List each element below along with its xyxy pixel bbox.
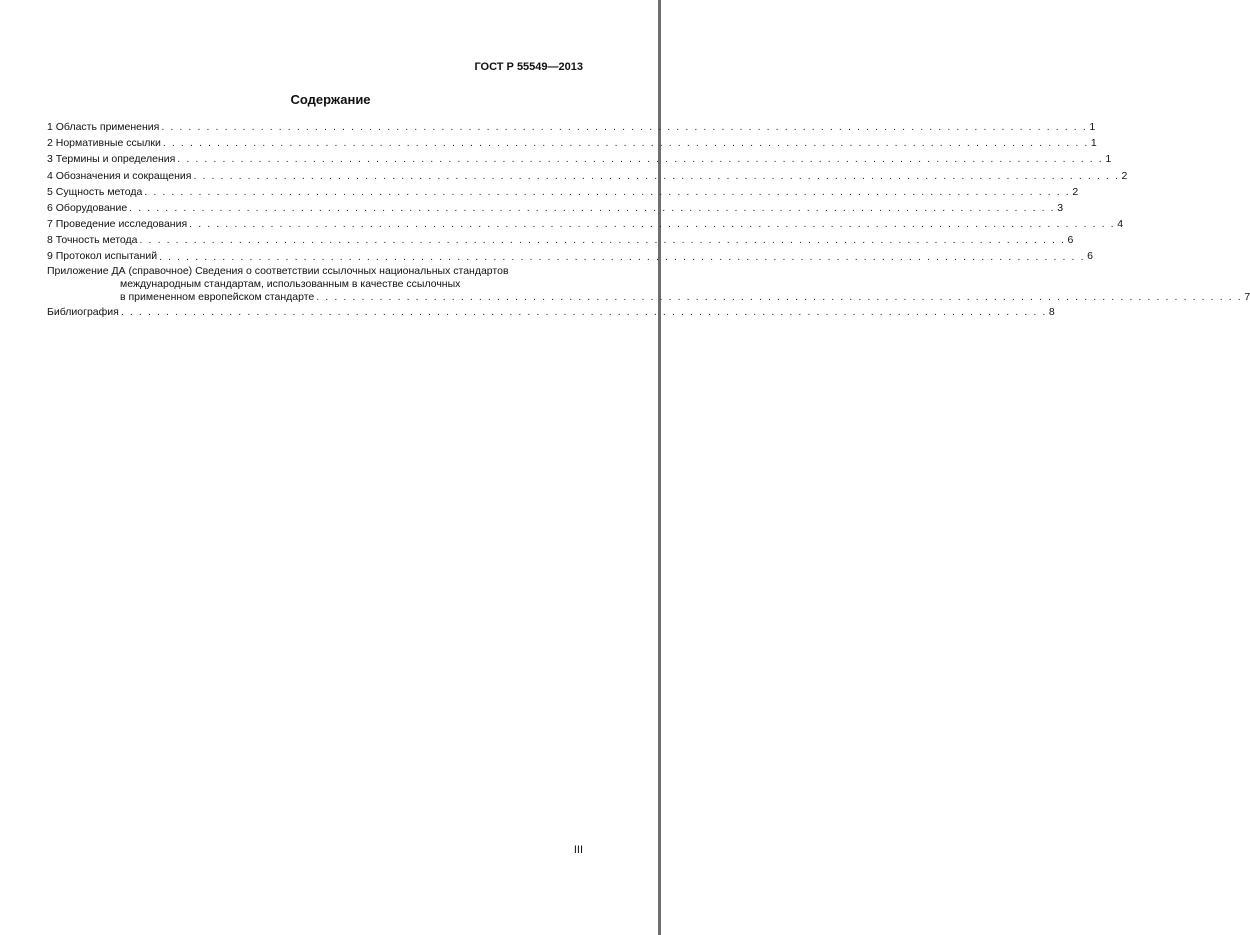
toc-appendix-last-row — [47, 291, 1250, 304]
toc-entry-page: 6 — [1067, 234, 1074, 247]
toc-leader-dots: . . . . . . . . . . . . . . . . . . . . . . . . . . . . . . . . . . . . . . . . . . . . . . . . . . . . . . . . . . . . . . . . . . . . . . . . . . . . . . . . . . . . . . . . . . . . . . . . . . . . . . . — [129, 201, 1056, 214]
toc-entry-page: 1 — [1090, 137, 1097, 150]
page-number: III — [573, 844, 583, 856]
toc-entry-page: 1 — [1105, 153, 1112, 166]
toc-appendix-line-1: Приложение ДА (справочное) Сведения о соответствии ссылочных национальных стандартов — [47, 264, 509, 277]
document-header: ГОСТ Р 55549—2013 — [474, 61, 583, 73]
toc-entry-procedure[interactable] — [47, 216, 1124, 232]
toc-entry-page: 1 — [1089, 120, 1096, 133]
toc-entry-label: 1 Область применения — [47, 120, 160, 133]
toc-entry-abbreviations[interactable] — [47, 168, 1128, 184]
toc-entry-page: 6 — [1087, 250, 1093, 263]
toc-entry-terms[interactable] — [47, 151, 1112, 167]
toc-entry-appendix[interactable] — [47, 264, 1250, 305]
toc-leader-dots: . . . . . . . . . . . . . . . . . . . . . . . . . . . . . . . . . . . . . . . . . . . . . . . . . . . . . . . . . . . . . . . . . . . . . . . . . . . . . . . . . . . . . . . . . . . . . . . . . . . . . . . — [139, 234, 1066, 247]
toc-entry-page: 2 — [1121, 169, 1128, 182]
toc-leader-dots: . . . . . . . . . . . . . . . . . . . . . . . . . . . . . . . . . . . . . . . . . . . . . . . . . . . . . . . . . . . . . . . . . . . . . . . . . . . . . . . . . . . . . . . . . . . . . . . . . . . . . . . — [316, 291, 1243, 304]
toc-leader-dots: . . . . . . . . . . . . . . . . . . . . . . . . . . . . . . . . . . . . . . . . . . . . . . . . . . . . . . . . . . . . . . . . . . . . . . . . . . . . . . . . . . . . . . . . . . . . . . . . . . . . . . . — [189, 218, 1116, 231]
toc-entry-label: 9 Протокол испытаний — [47, 250, 158, 263]
toc-entry-label: 2 Нормативные ссылки — [47, 137, 161, 150]
toc-entry-page: 3 — [1057, 201, 1064, 214]
toc-entry-precision[interactable] — [47, 232, 1074, 248]
toc-leader-dots: . . . . . . . . . . . . . . . . . . . . . . . . . . . . . . . . . . . . . . . . . . . . . . . . . . . . . . . . . . . . . . . . . . . . . . . . . . . . . . . . . . . . . . . . . . . . . . . . . . . . . . . — [177, 153, 1104, 166]
toc-entry-page: 2 — [1072, 185, 1079, 198]
toc-leader-dots: . . . . . . . . . . . . . . . . . . . . . . . . . . . . . . . . . . . . . . . . . . . . . . . . . . . . . . . . . . . . . . . . . . . . . . . . . . . . . . . . . . . . . . . . . . . . . . . . . . . . . . . — [144, 185, 1071, 198]
toc-entry-label: 5 Сущность метода — [47, 185, 143, 198]
toc-entry-page: 8 — [1048, 306, 1055, 319]
toc-entry-label: 6 Оборудование — [47, 201, 128, 214]
toc-entry-label: 3 Термины и определения — [47, 153, 176, 166]
toc-entry-label: 4 Обозначения и сокращения — [47, 169, 192, 182]
toc-entry-method-essence[interactable] — [47, 184, 1079, 200]
toc-entry-scope[interactable] — [47, 119, 1096, 135]
toc-appendix-line-2: международным стандартам, использованным в качестве ссылочных — [120, 277, 461, 290]
toc-leader-dots: . . . . . . . . . . . . . . . . . . . . . . . . . . . . . . . . . . . . . . . . . . . . . . . . . . . . . . . . . . . . . . . . . . . . . . . . . . . . . . . . . . . . . . . . . . . . . . . . . . . . . . . — [161, 121, 1088, 133]
page-title: Содержание — [290, 92, 371, 107]
toc-entry-normative-references[interactable] — [47, 135, 1097, 151]
toc-leader-dots: . . . . . . . . . . . . . . . . . . . . . . . . . . . . . . . . . . . . . . . . . . . . . . . . . . . . . . . . . . . . . . . . . . . . . . . . . . . . . . . . . . . . . . . . . . . . . . . . . . . . . . . — [159, 250, 1086, 263]
toc-entry-test-report[interactable] — [47, 249, 1093, 265]
toc-appendix-line-3: в примененном европейском стандарте — [120, 291, 315, 304]
toc-leader-dots: . . . . . . . . . . . . . . . . . . . . . . . . . . . . . . . . . . . . . . . . . . . . . . . . . . . . . . . . . . . . . . . . . . . . . . . . . . . . . . . . . . . . . . . . . . . . . . . . . . . . . . . — [120, 306, 1047, 319]
toc-entry-label: 7 Проведение исследования — [47, 218, 188, 231]
toc-leader-dots: . . . . . . . . . . . . . . . . . . . . . . . . . . . . . . . . . . . . . . . . . . . . . . . . . . . . . . . . . . . . . . . . . . . . . . . . . . . . . . . . . . . . . . . . . . . . . . . . . . . . . . . — [193, 169, 1120, 182]
toc-leader-dots: . . . . . . . . . . . . . . . . . . . . . . . . . . . . . . . . . . . . . . . . . . . . . . . . . . . . . . . . . . . . . . . . . . . . . . . . . . . . . . . . . . . . . . . . . . . . . . . . . . . . . . . — [162, 137, 1089, 150]
toc-entry-page: 4 — [1117, 218, 1124, 231]
table-of-contents — [47, 119, 1250, 320]
toc-entry-bibliography[interactable] — [47, 304, 1055, 320]
toc-entry-equipment[interactable] — [47, 200, 1064, 216]
toc-entry-label: Библиография — [47, 306, 119, 319]
toc-entry-page: 7 — [1244, 291, 1250, 304]
toc-entry-label: 8 Точность метода — [47, 234, 138, 247]
